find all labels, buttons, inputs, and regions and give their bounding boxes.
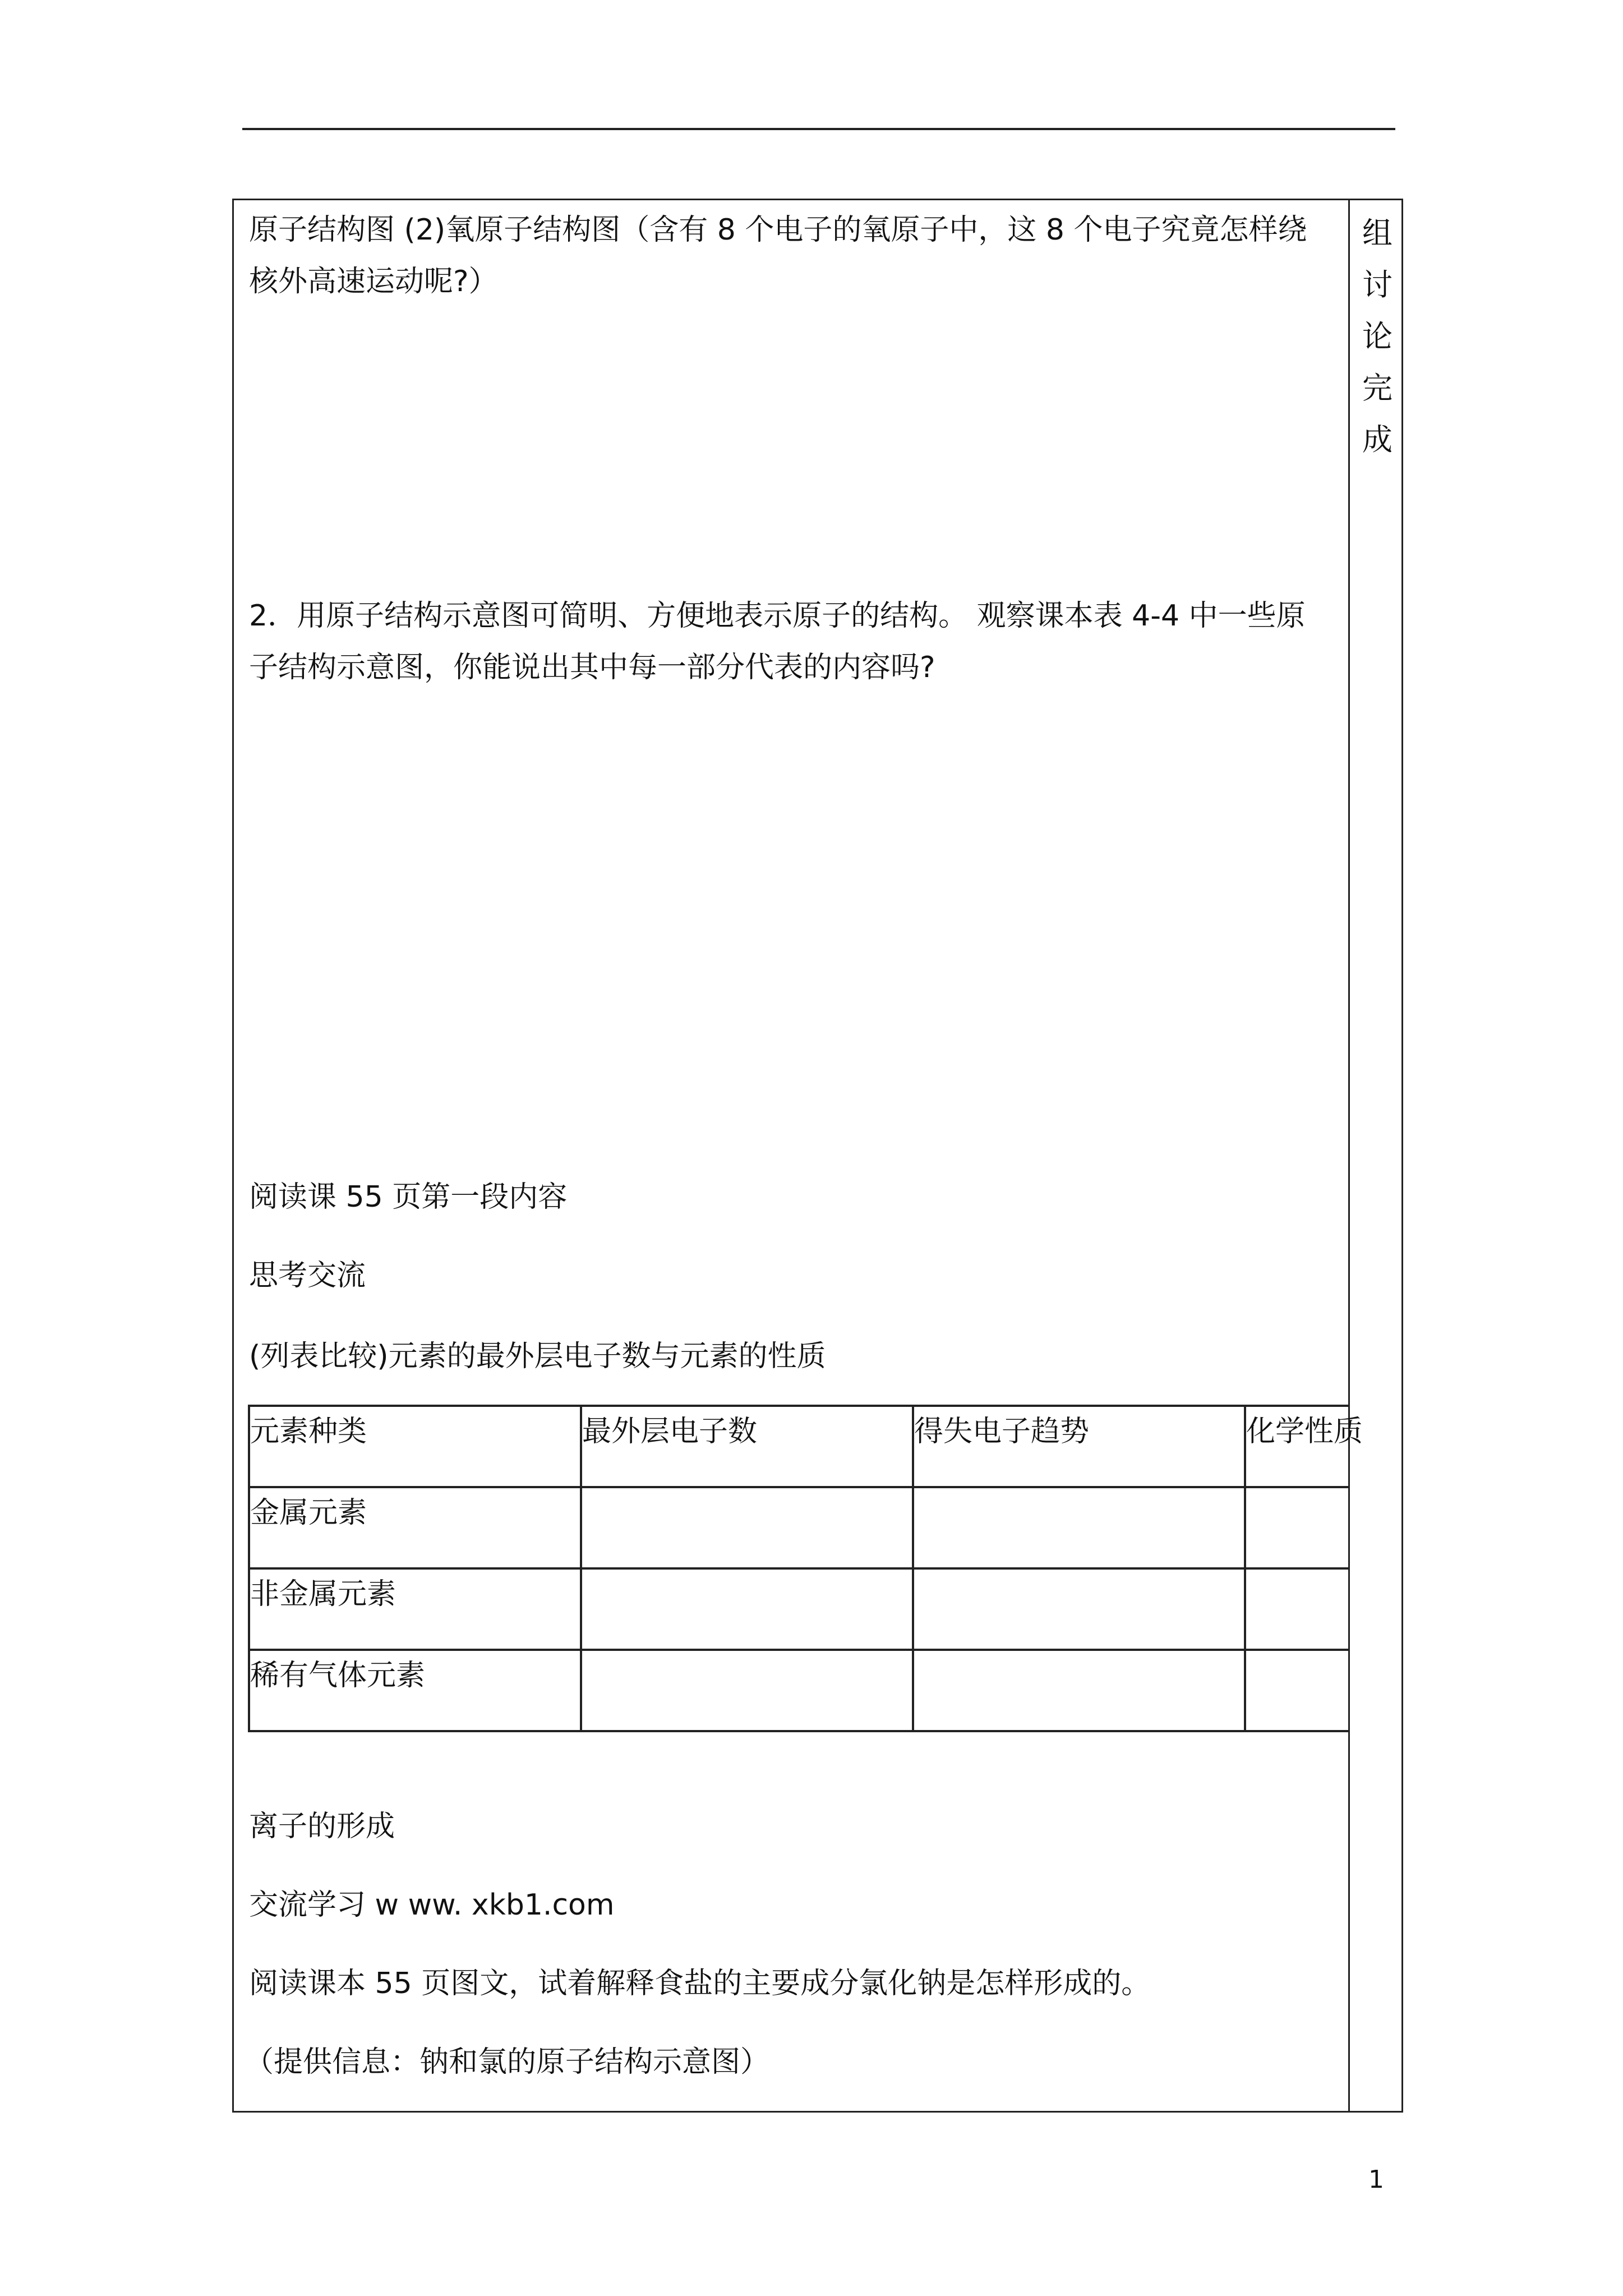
table-row — [249, 1487, 1349, 1568]
row-label-metal: 金属元素 — [249, 1487, 581, 1568]
side-column-divider — [1348, 199, 1350, 2113]
table-row — [249, 1568, 1349, 1650]
side-char: 论 — [1362, 319, 1393, 354]
paragraph-oxygen-structure: 原子结构图 (2)氧原子结构图（含有 8 个电子的氧原子中，这 8 个电子究竟怎样绕核外高速运动呢?） — [249, 213, 1307, 298]
row-label-nonmetal: 非金属元素 — [249, 1568, 581, 1650]
side-char: 组 — [1362, 215, 1393, 251]
header-outer-electrons: 最外层电子数 — [581, 1406, 913, 1487]
table-cell — [1245, 1568, 1349, 1650]
line-exchange-study: 交流学习 w ww. xkb1.com — [249, 1888, 615, 1922]
table-cell — [913, 1650, 1245, 1731]
page-number: 1 — [1368, 2165, 1384, 2194]
table-cell — [913, 1487, 1245, 1568]
side-char: 完 — [1362, 370, 1393, 406]
side-char: 成 — [1362, 422, 1393, 457]
side-char: 讨 — [1362, 267, 1393, 302]
table-cell — [913, 1568, 1245, 1650]
table-row — [249, 1650, 1349, 1731]
table-cell — [1245, 1650, 1349, 1731]
header-rule — [242, 128, 1395, 130]
side-column — [1352, 208, 1403, 466]
line-ion-formation: 离子的形成 — [249, 1810, 395, 1843]
table-cell — [581, 1568, 913, 1650]
outer-table-frame — [232, 199, 1403, 2113]
paragraph-structure-diagram: 2．用原子结构示意图可简明、方便地表示原子的结构。 观察课本表 4-4 中一些原子结构示意图，你能说出其中每一部分代表的内容吗? — [249, 599, 1306, 684]
header-electron-tendency: 得失电子趋势 — [913, 1406, 1245, 1487]
table-cell — [581, 1487, 913, 1568]
table-header-row — [249, 1406, 1349, 1487]
table-cell — [1245, 1487, 1349, 1568]
row-label-noble-gas: 稀有气体元素 — [249, 1650, 581, 1731]
line-read-page-55: 阅读课 55 页第一段内容 — [249, 1180, 568, 1214]
line-provided-info: （提供信息：钠和氯的原子结构示意图） — [245, 2045, 770, 2079]
table-caption: (列表比较)元素的最外层电子数与元素的性质 — [249, 1340, 826, 1373]
table-cell — [581, 1650, 913, 1731]
element-comparison-table — [248, 1405, 1363, 1732]
line-read-page-55-figure: 阅读课本 55 页图文，试着解释食盐的主要成分氯化钠是怎样形成的。 — [249, 1967, 1151, 2000]
header-chemical-property: 化学性质 — [1245, 1406, 1349, 1487]
line-think-exchange: 思考交流 — [249, 1259, 366, 1292]
header-element-type: 元素种类 — [249, 1406, 581, 1487]
